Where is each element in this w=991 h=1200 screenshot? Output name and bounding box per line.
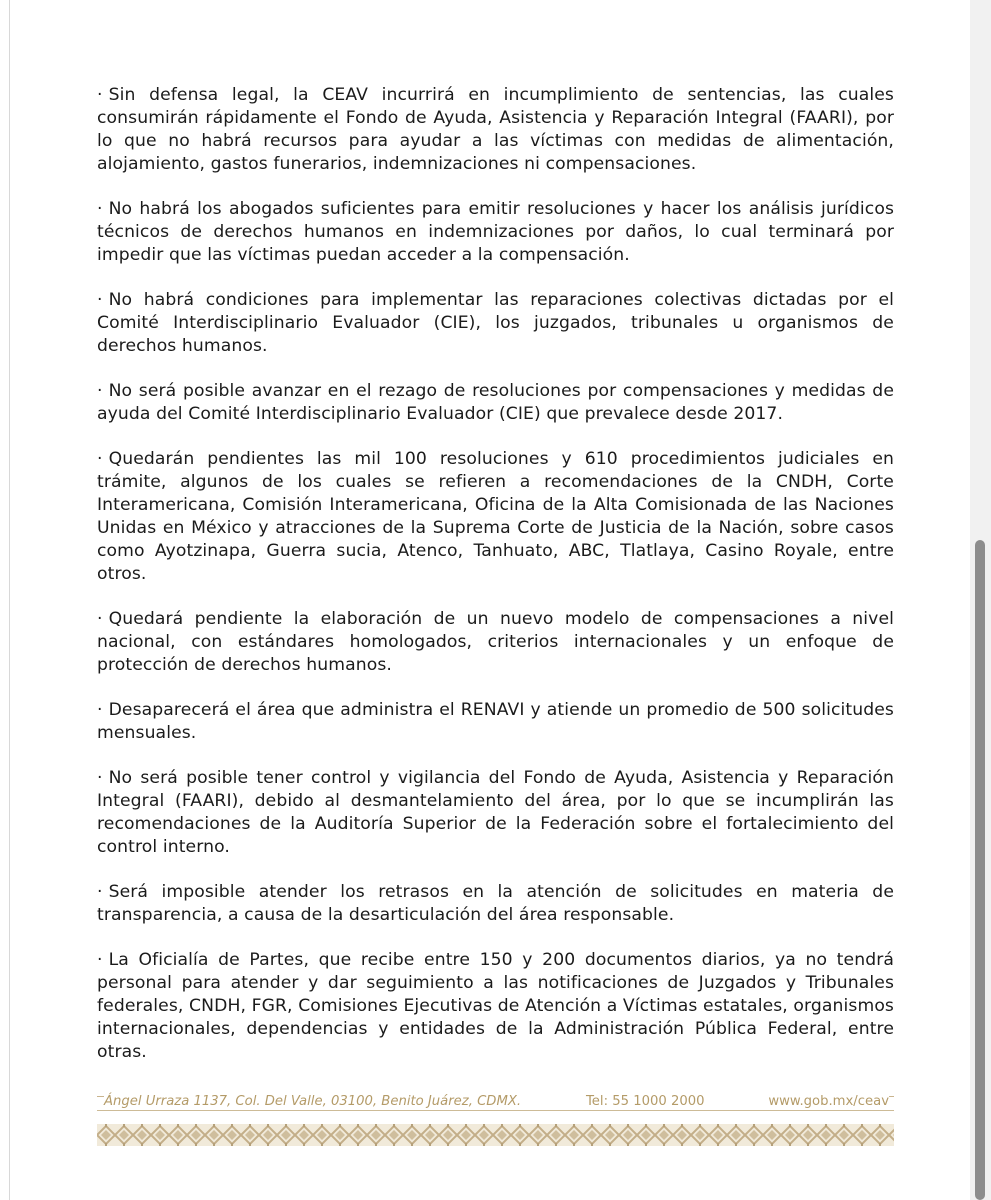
bullet-paragraph-4 bbox=[97, 380, 894, 426]
paragraph-text: Quedarán pendientes las mil 100 resoluciones y 610 procedimientos judiciales en trámite, algunos de los cuales se refieren a recomendaciones de la CNDH, Corte Interamericana, Comisión Interamericana, Oficina de la Alta Comisionada de las Naciones Unidas en México y atracciones de la Suprema Corte de Justicia de la Nación, sobre casos como Ayotzinapa, Guerra sucia, Atenco, Tanhuato, ABC, Tlatlaya, Casino Royale, entre otros. bbox=[97, 449, 894, 584]
document-body bbox=[97, 84, 894, 1086]
bullet-marker: · bbox=[97, 768, 103, 788]
paragraph-text: No será posible tener control y vigilancia del Fondo de Ayuda, Asistencia y Reparación Integral (FAARI), debido al desmantelamiento del área, por lo que se incumplirán las recomendaciones de la Auditoría Superior de la Federación sobre el fortalecimiento del control interno. bbox=[97, 768, 894, 857]
scrollbar-thumb[interactable] bbox=[975, 540, 985, 1200]
ornamental-pattern-band bbox=[97, 1124, 894, 1146]
bullet-marker: · bbox=[97, 882, 103, 902]
paragraph-text: No será posible avanzar en el rezago de resoluciones por compensaciones y medidas de ayuda del Comité Interdisciplinario Evaluador (CIE) que prevalece desde 2017. bbox=[97, 381, 894, 424]
bullet-marker: · bbox=[97, 290, 103, 310]
paragraph-text: Sin defensa legal, la CEAV incurrirá en incumplimiento de sentencias, las cuales consumirán rápidamente el Fondo de Ayuda, Asistencia y Reparación Integral (FAARI), por lo que no habrá recursos para ayudar a las víctimas con medidas de alimentación, alojamiento, gastos funerarios, indemnizaciones ni compensaciones. bbox=[97, 85, 894, 174]
bullet-paragraph-3 bbox=[97, 289, 894, 358]
paragraph-text: Desaparecerá el área que administra el RENAVI y atiende un promedio de 500 solicitudes mensuales. bbox=[97, 700, 894, 743]
paragraph-text: No habrá condiciones para implementar las reparaciones colectivas dictadas por el Comité Interdisciplinario Evaluador (CIE), los juzgados, tribunales u organismos de derechos humanos. bbox=[97, 290, 894, 356]
footer-phone: Tel: 55 1000 2000 bbox=[580, 1094, 711, 1109]
bullet-paragraph-5 bbox=[97, 448, 894, 586]
bullet-paragraph-1 bbox=[97, 84, 894, 176]
bullet-marker: · bbox=[97, 199, 103, 219]
paragraph-text: Quedará pendiente la elaboración de un nuevo modelo de compensaciones a nivel nacional, con estándares homologados, criterios internacionales y un enfoque de protección de derechos humanos. bbox=[97, 609, 894, 675]
bullet-marker: · bbox=[97, 700, 103, 720]
bullet-marker: · bbox=[97, 449, 103, 469]
bullet-paragraph-6 bbox=[97, 608, 894, 677]
bullet-marker: · bbox=[97, 381, 103, 401]
paragraph-text: Será imposible atender los retrasos en la atención de solicitudes en materia de transparencia, a causa de la desarticulación del área responsable. bbox=[97, 882, 894, 925]
bullet-paragraph-10 bbox=[97, 949, 894, 1064]
footer-address: Ángel Urraza 1137, Col. Del Valle, 03100, Benito Juárez, CDMX. bbox=[104, 1094, 527, 1109]
bullet-paragraph-2 bbox=[97, 198, 894, 267]
bullet-marker: · bbox=[97, 609, 103, 629]
bullet-paragraph-9 bbox=[97, 881, 894, 927]
bullet-marker: · bbox=[97, 950, 103, 970]
paragraph-text: No habrá los abogados suficientes para emitir resoluciones y hacer los análisis jurídicos técnicos de derechos humanos en indemnizaciones por daños, lo cual terminará por impedir que las víctimas puedan acceder a la compensación. bbox=[97, 199, 894, 265]
bullet-paragraph-8 bbox=[97, 767, 894, 859]
bullet-marker: · bbox=[97, 85, 103, 105]
footer-url: www.gob.mx/ceav bbox=[762, 1094, 889, 1109]
paragraph-text: La Oficialía de Partes, que recibe entre 150 y 200 documentos diarios, ya no tendrá personal para atender y dar seguimiento a las notificaciones de Juzgados y Tribunales federales, CNDH, FGR, Comisiones Ejecutivas de Atención a Víctimas estatales, organismos internacionales, dependencias y entidades de la Administración Pública Federal, entre otras. bbox=[97, 950, 894, 1062]
footer-contact bbox=[104, 1094, 889, 1114]
footer-rule bbox=[97, 1110, 894, 1111]
bullet-paragraph-7 bbox=[97, 699, 894, 745]
